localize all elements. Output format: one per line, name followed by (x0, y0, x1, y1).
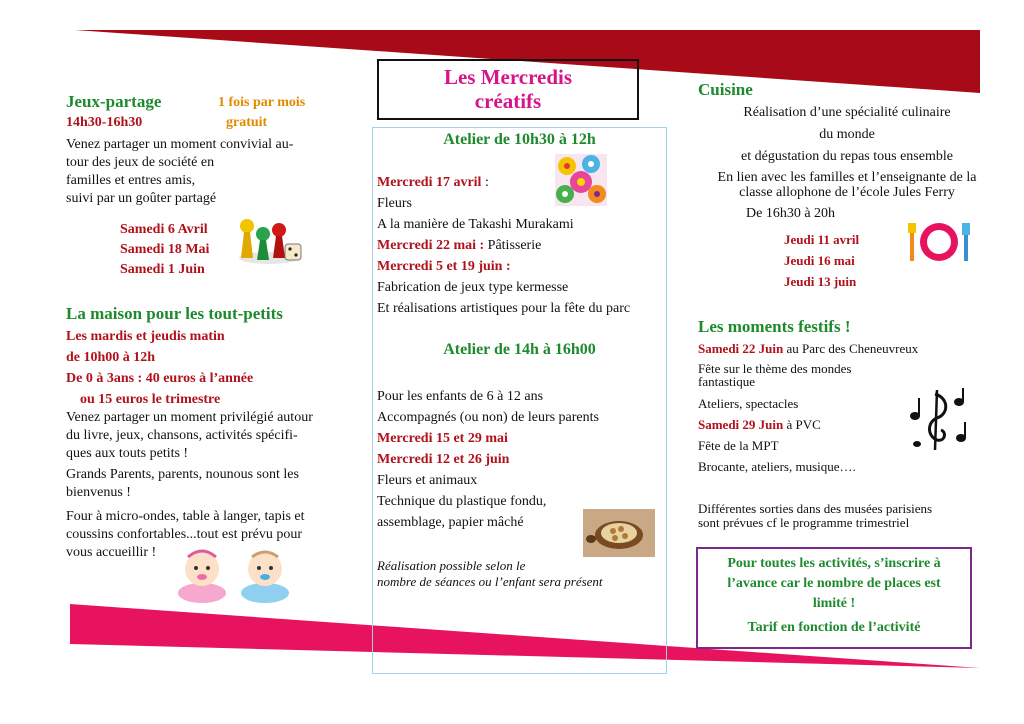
maison-schedule: Les mardis et jeudis matin de 10h00 à 12h De 0 à 3ans : 40 euros à l’année ou 15 euros le trimestre (66, 329, 254, 407)
cuisine-partnership: En lien avec les familles et l’enseignante de la classe allophone de l’école Jules Ferry (717, 170, 977, 200)
cuisine-heading: Cuisine (698, 80, 753, 99)
board-game-pawns-icon (233, 214, 305, 266)
atelier-2-details: Pour les enfants de 6 à 12 ans Accompagnés (ou non) de leurs parents Mercredi 15 et 29 mai Mercredi 12 et 26 juin Fleurs et animaux Technique du plastique fondu, assemblage, papier mâché (377, 389, 599, 530)
atelier-1-details: Mercredi 17 avril : Fleurs A la manière de Takashi Murakami Mercredi 22 mai : Pâtisserie Mercredi 5 et 19 juin : Fabrication de jeux type kermesse Et réalisations artistiques pour la fête du parc (377, 175, 631, 316)
festifs-details: Samedi 22 Juin au Parc des Cheneuvreux Fête sur le thème des mondes fantastique Ateliers, spectacles Samedi 29 Juin à PVC Fête de la MPT Brocante, ateliers, musique…. (698, 341, 919, 474)
jeux-heading: Jeux-partage (66, 92, 162, 111)
jeux-dates: Samedi 6 Avril Samedi 18 Mai Samedi 1 Juin (120, 222, 210, 277)
atelier-1-heading: Atelier de 10h30 à 12h (443, 131, 596, 148)
atelier-2-heading: Atelier de 14h à 16h00 (443, 341, 596, 358)
page-title-box (377, 59, 639, 120)
turtle-craft-icon (583, 509, 655, 557)
jeux-hours: 14h30-16h30 (66, 115, 143, 130)
tarif-text: Tarif en fonction de l’activité (747, 620, 921, 635)
maison-paragraph-3: Four à micro-ondes, table à langer, tapis et coussins confortables...tout est prévu pour vous accueillir ! (66, 509, 305, 560)
festifs-heading: Les moments festifs ! (698, 317, 851, 336)
jeux-description: Venez partager un moment convivial au- tour des jeux de société en familles et entres amis, suivi par un goûter partagé (66, 137, 294, 206)
page-title-line-2: créatifs (474, 89, 542, 113)
plate-cutlery-icon (906, 219, 972, 265)
babies-icon (170, 543, 300, 605)
cuisine-dates: Jeudi 11 avril Jeudi 16 mai Jeudi 13 juin (784, 232, 860, 289)
atelier-2-note: Réalisation possible selon le nombre de séances ou l’enfant sera présent (377, 558, 603, 589)
music-notes-icon (905, 386, 973, 456)
jeux-frequency: 1 fois par mois (218, 95, 306, 110)
murakami-flowers-icon (555, 154, 607, 206)
page-title-line-1: Les Mercredis (443, 65, 573, 89)
sorties-text: Différentes sorties dans des musées parisiens sont prévues cf le programme trimestriel (698, 501, 933, 530)
registration-text: Pour toutes les activités, s’inscrire à l’avance car le nombre de places est limité ! (727, 556, 941, 611)
cuisine-hours: De 16h30 à 20h (746, 206, 836, 221)
cuisine-description: Réalisation d’une spécialité culinaire du monde et dégustation du repas tous ensemble (741, 105, 953, 164)
jeux-price: gratuit (226, 115, 268, 130)
maison-heading: La maison pour les tout-petits (66, 304, 283, 323)
maison-paragraph-1: Venez partager un moment privilégié autour du livre, jeux, chansons, activités spécifi- ques aux touts petits ! (66, 410, 313, 461)
registration-box (696, 547, 972, 649)
maison-paragraph-2: Grands Parents, parents, nounous sont les bienvenus ! (66, 467, 299, 500)
